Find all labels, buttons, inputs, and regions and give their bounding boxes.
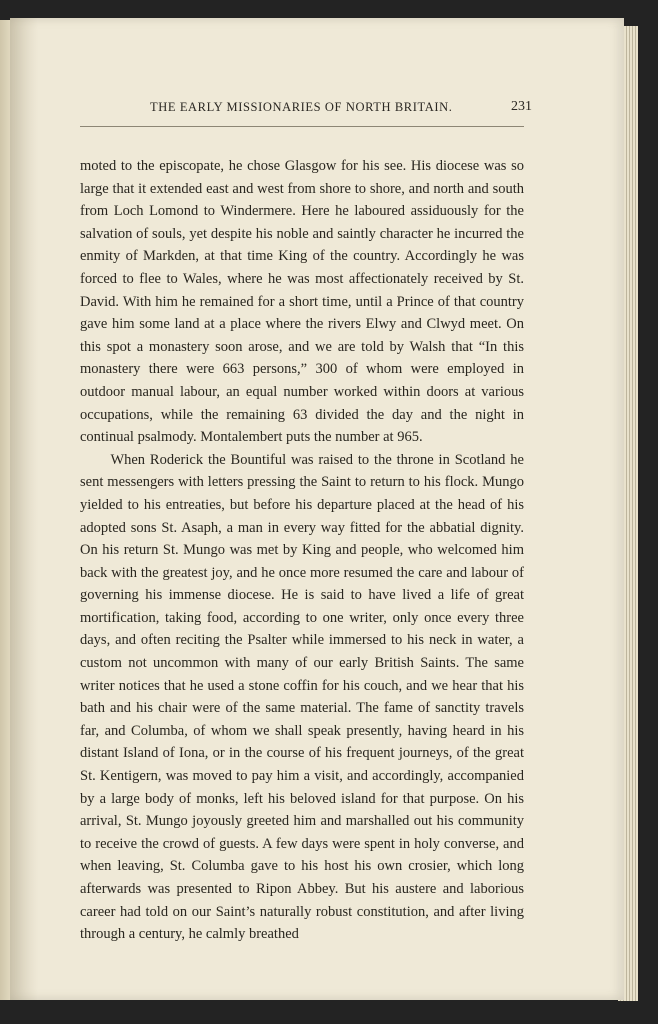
- page-number: 231: [511, 99, 532, 114]
- running-title: THE EARLY MISSIONARIES OF NORTH BRITAIN.: [150, 100, 453, 114]
- running-head: [138, 100, 532, 118]
- gutter-shadow: [10, 18, 38, 1000]
- paragraph: moted to the episcopate, he chose Glasgow for his see. His diocese was so large that it extended east and west from shore to shore, and north and south from Loch Lomond to Windermere. Here he laboured assiduously for the salvation of souls, yet despite his noble and saintly character he incurred the enmity of Markden, at that time King of the country. Accordingly he was forced to flee to Wales, where he was most affectionately received by St. David. With him he remained for a short time, until a Prince of that country gave him some land at a place where the rivers Elwy and Clwyd meet. On this spot a monastery soon arose, and we are told by Walsh that “In this monastery there were 663 persons,” 300 of whom were employed in outdoor manual labour, an equal number worked within doors at various occupations, while the remaining 63 divided the day and the night in continual psalmody. Montalembert puts the number at 965.: [80, 158, 524, 446]
- header-rule: [80, 126, 524, 127]
- paragraph: When Roderick the Bountiful was raised to the throne in Scotland he sent messengers with letters pressing the Saint to return to his flock. Mungo yielded to his entreaties, but before his departure placed at the head of his adopted sons St. Asaph, a man in every way fitted for the abbatial dignity. On his return St. Mungo was met by King and people, who welcomed him back with the greatest joy, and he once more resumed the care and labour of governing his immense diocese. He is said to have lived a life of great mortification, taking food, according to one writer, only once every three days, and often reciting the Psalter while immersed to his neck in water, a custom not uncommon with many of our early British Saints. The same writer notices that he used a stone coffin for his couch, and we hear that his bath and his chair were of the same material. The fame of sanctity travels far, and Columba, of whom we shall speak presently, having heard in his distant Island of Iona, or in the course of his frequent journeys, of the great St. Kentigern, was moved to pay him a visit, and accordingly, accompanied by a large body of monks, left his beloved island for that purpose. On his arrival, St. Mungo joyously greeted him and marshalled out his community to receive the crowd of guests. A few days were spent in holy converse, and when leaving, St. Columba gave to his host his own crosier, which long afterwards was presented to Ripon Abbey. But his austere and laborious career had told on our Saint’s naturally robust constitution, and after living through a century, he calmly breathed: [80, 451, 524, 943]
- body-text: [80, 155, 524, 946]
